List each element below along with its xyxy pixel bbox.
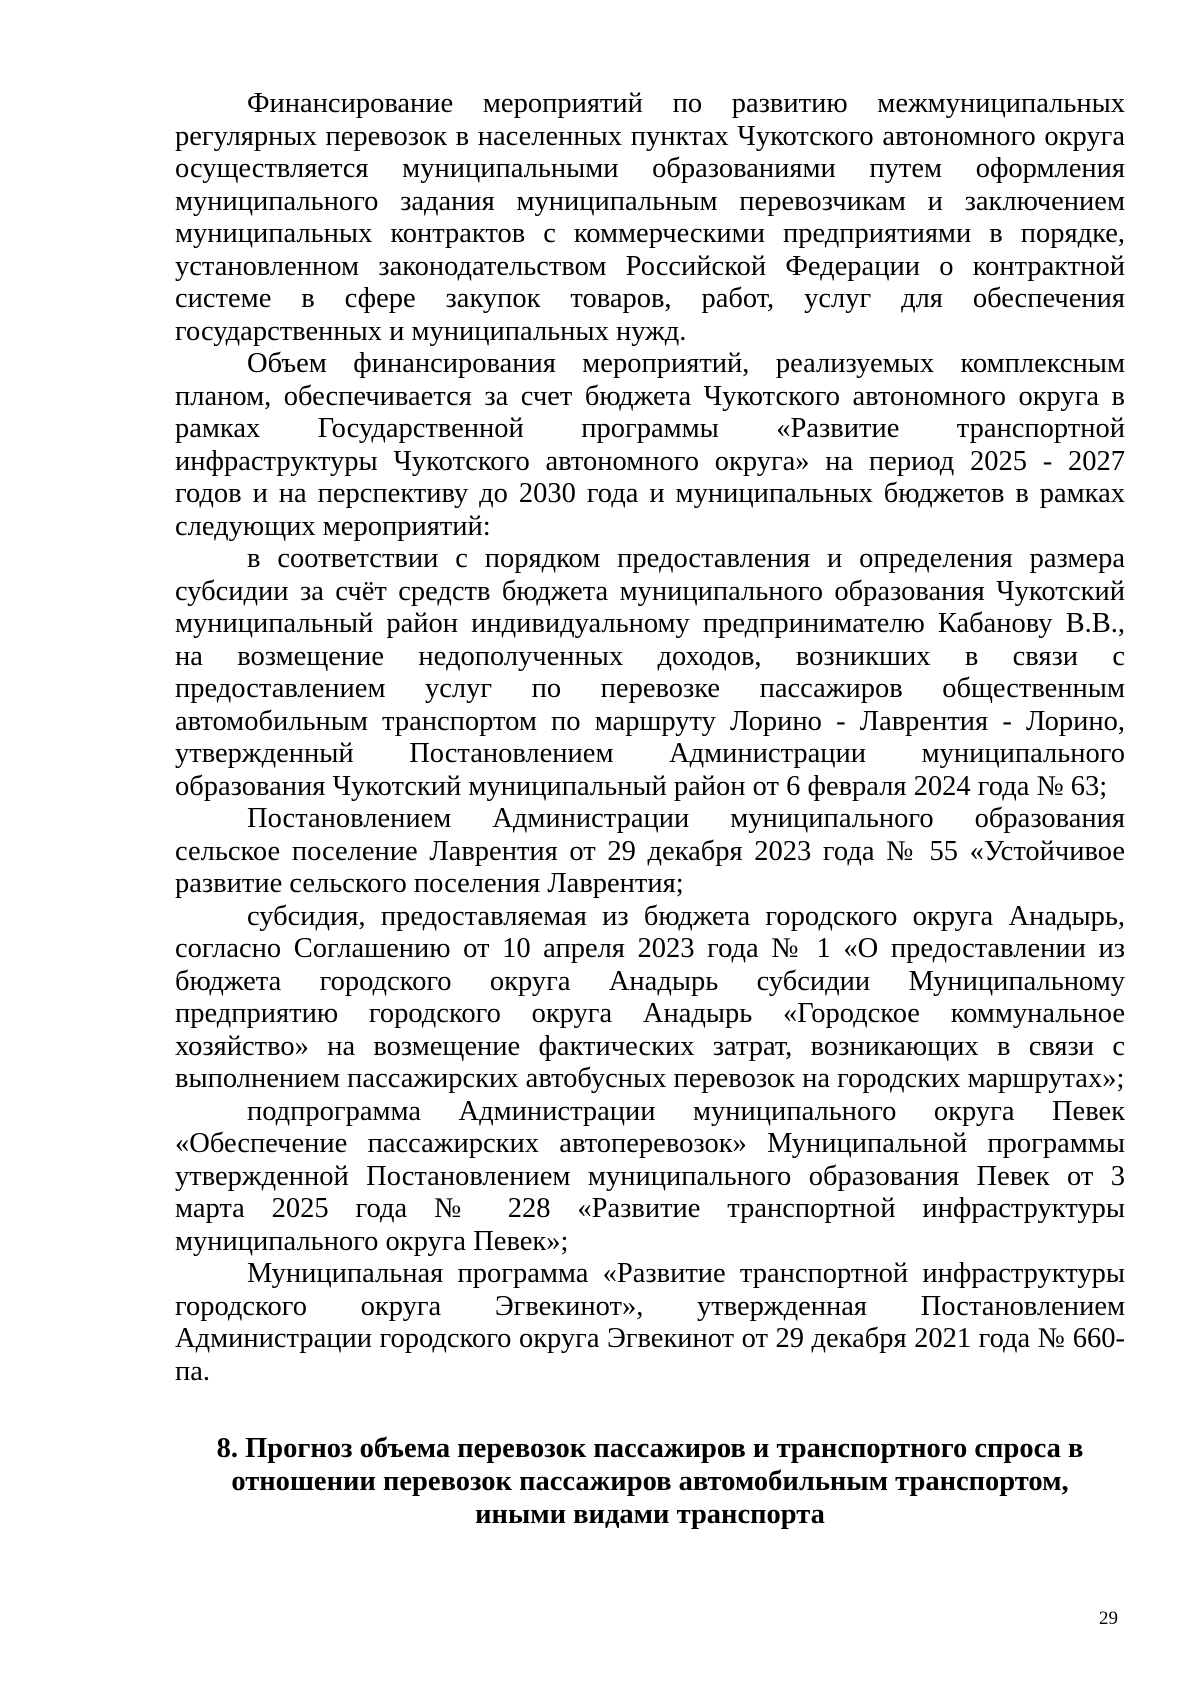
paragraph-chukotka-subsidy: в соответствии с порядком предоставления и определения размера субсидии за счёт средств бюджета муниципального образования Чукотский муниципальный район индивидуальному предпринимателю Кабанову В.В., на возмещение недополученных доходов, возникших в связи с предоставлением услуг по перевозке пассажиров общественным автомобильным транспортом по маршруту Лорино - Лаврентия - Лорино, утвержденный Постановлением Администрации муниципального образования Чукотский муниципальный район от 6 февраля 2024 года № 63; bbox=[175, 543, 1125, 802]
paragraph-egvekinot-program: Муниципальная программа «Развитие транспортной инфраструктуры городского округа Эгвекинот», утвержденная Постановлением Администрации городского округа Эгвекинот от 29 декабря 2021 года № 660-па. bbox=[175, 1258, 1125, 1387]
paragraph-anadyr-subsidy: субсидия, предоставляемая из бюджета городского округа Анадырь, согласно Соглашению от 10 апреля 2023 года № 1 «О предоставлении из бюджета городского округа Анадырь субсидии Муниципальному предприятию городского округа Анадырь «Городское коммунальное хозяйство» на возмещение фактических затрат, возникающих в связи с выполнением пассажирских автобусных перевозок на городских маршрутах»; bbox=[175, 900, 1125, 1094]
paragraph-lavrentiya-resolution: Постановлением Администрации муниципального образования сельское поселение Лаврентия от 29 декабря 2023 года № 55 «Устойчивое развитие сельского поселения Лаврентия; bbox=[175, 803, 1125, 899]
document-page bbox=[175, 88, 1125, 1531]
section-heading: 8. Прогноз объема перевозок пассажиров и транспортного спроса в отношении перевозок пассажиров автомобильным транспортом, иными видами транспорта bbox=[216, 1433, 1084, 1530]
section-spacer bbox=[175, 1388, 1125, 1432]
paragraph-financing: Финансирование мероприятий по развитию межмуниципальных регулярных перевозок в населенных пунктах Чукотского автономного округа осуществляется муниципальными образованиями путем оформления муниципального задания муниципальным перевозчикам и заключением муниципальных контрактов с коммерческими предприятиями в порядке, установленном законодательством Российской Федерации о контрактной системе в сфере закупок товаров, работ, услуг для обеспечения государственных и муниципальных нужд. bbox=[175, 88, 1125, 347]
paragraph-pevek-subprogram: подпрограмма Администрации муниципального округа Певек «Обеспечение пассажирских автоперевозок» Муниципальной программы утвержденной Постановлением муниципального образования Певек от 3 марта 2025 года № 228 «Развитие транспортной инфраструктуры муниципального округа Певек»; bbox=[175, 1095, 1125, 1257]
page-number: 29 bbox=[1099, 1608, 1118, 1629]
paragraph-funding-volume: Объем финансирования мероприятий, реализуемых комплексным планом, обеспечивается за счет бюджета Чукотского автономного округа в рамках Государственной программы «Развитие транспортной инфраструктуры Чукотского автономного округа» на период 2025 - 2027 годов и на перспективу до 2030 года и муниципальных бюджетов в рамках следующих мероприятий: bbox=[175, 348, 1125, 542]
